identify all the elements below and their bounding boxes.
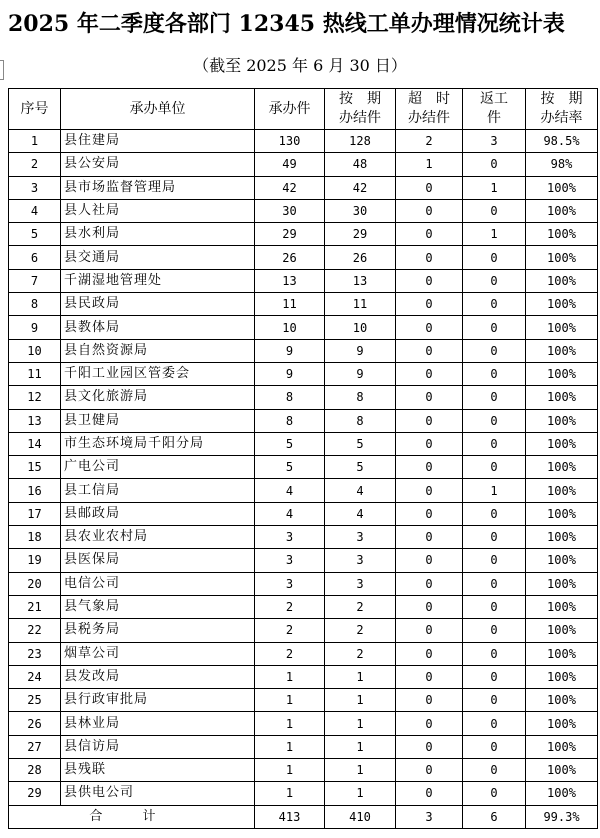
cell-seq: 17 (9, 502, 61, 525)
cell-seq: 14 (9, 432, 61, 455)
table-row (9, 572, 598, 595)
cell-ontime: 2 (325, 619, 396, 642)
cell-overdue: 0 (396, 339, 463, 362)
cell-seq: 22 (9, 619, 61, 642)
cell-returned: 3 (463, 130, 526, 153)
table-row (9, 223, 598, 246)
cell-returned: 0 (463, 153, 526, 176)
cell-returned: 0 (463, 409, 526, 432)
header-unit: 承办单位 (61, 89, 255, 130)
cell-returned: 0 (463, 549, 526, 572)
cell-returned: 0 (463, 246, 526, 269)
table-row (9, 759, 598, 782)
cell-seq: 5 (9, 223, 61, 246)
cell-returned: 0 (463, 316, 526, 339)
cell-received: 1 (255, 759, 325, 782)
cell-unit: 县税务局 (61, 619, 255, 642)
table-row (9, 595, 598, 618)
cell-overdue: 0 (396, 572, 463, 595)
cell-rate: 100% (526, 432, 598, 455)
cell-returned: 0 (463, 456, 526, 479)
total-rate: 99.3% (526, 805, 598, 828)
cell-rate: 100% (526, 665, 598, 688)
document-subtitle: （截至 2025 年 6 月 30 日） (193, 56, 407, 75)
cell-overdue: 2 (396, 130, 463, 153)
cell-unit: 县教体局 (61, 316, 255, 339)
cell-rate: 100% (526, 759, 598, 782)
cell-returned: 1 (463, 176, 526, 199)
cell-overdue: 0 (396, 293, 463, 316)
cell-unit: 县行政审批局 (61, 689, 255, 712)
cell-ontime: 1 (325, 665, 396, 688)
cell-seq: 10 (9, 339, 61, 362)
cell-unit: 县卫健局 (61, 409, 255, 432)
cell-received: 10 (255, 316, 325, 339)
cell-ontime: 3 (325, 572, 396, 595)
cell-rate: 100% (526, 595, 598, 618)
cell-rate: 100% (526, 223, 598, 246)
table-row (9, 409, 598, 432)
cell-returned: 0 (463, 759, 526, 782)
cell-rate: 98.5% (526, 130, 598, 153)
cell-ontime: 5 (325, 456, 396, 479)
cell-unit: 县交通局 (61, 246, 255, 269)
cell-ontime: 128 (325, 130, 396, 153)
total-received: 413 (255, 805, 325, 828)
cell-unit: 县残联 (61, 759, 255, 782)
table-row (9, 479, 598, 502)
cell-ontime: 4 (325, 502, 396, 525)
cell-overdue: 0 (396, 362, 463, 385)
cell-overdue: 0 (396, 735, 463, 758)
cell-received: 4 (255, 502, 325, 525)
cell-overdue: 0 (396, 176, 463, 199)
cell-rate: 100% (526, 502, 598, 525)
cell-overdue: 0 (396, 759, 463, 782)
cell-seq: 19 (9, 549, 61, 572)
cell-ontime: 3 (325, 526, 396, 549)
header-ontime-line1: 按 期 (339, 91, 381, 107)
cell-received: 8 (255, 386, 325, 409)
cell-unit: 烟草公司 (61, 642, 255, 665)
cell-unit: 广电公司 (61, 456, 255, 479)
cell-ontime: 30 (325, 199, 396, 222)
cell-rate: 98% (526, 153, 598, 176)
table-row (9, 432, 598, 455)
cell-seq: 27 (9, 735, 61, 758)
cell-received: 29 (255, 223, 325, 246)
cell-overdue: 0 (396, 549, 463, 572)
cell-received: 26 (255, 246, 325, 269)
cell-overdue: 0 (396, 665, 463, 688)
cell-overdue: 0 (396, 619, 463, 642)
table-row (9, 316, 598, 339)
cell-received: 1 (255, 665, 325, 688)
cell-seq: 23 (9, 642, 61, 665)
cell-overdue: 0 (396, 386, 463, 409)
table-row (9, 502, 598, 525)
cell-returned: 0 (463, 595, 526, 618)
header-ontime (325, 89, 396, 130)
table-row (9, 526, 598, 549)
cell-ontime: 10 (325, 316, 396, 339)
cell-ontime: 1 (325, 782, 396, 805)
cell-unit: 县公安局 (61, 153, 255, 176)
cell-seq: 6 (9, 246, 61, 269)
cell-unit: 电信公司 (61, 572, 255, 595)
cell-received: 8 (255, 409, 325, 432)
cell-seq: 25 (9, 689, 61, 712)
cell-ontime: 29 (325, 223, 396, 246)
cell-rate: 100% (526, 339, 598, 362)
cell-overdue: 0 (396, 456, 463, 479)
cell-overdue: 0 (396, 782, 463, 805)
table-row (9, 269, 598, 292)
cell-seq: 26 (9, 712, 61, 735)
cell-rate: 100% (526, 735, 598, 758)
cell-seq: 15 (9, 456, 61, 479)
table-row (9, 339, 598, 362)
cell-returned: 0 (463, 642, 526, 665)
cell-unit: 县医保局 (61, 549, 255, 572)
cell-rate: 100% (526, 479, 598, 502)
cell-received: 9 (255, 362, 325, 385)
table-row (9, 712, 598, 735)
header-overdue (396, 89, 463, 130)
cell-unit: 县气象局 (61, 595, 255, 618)
cell-unit: 县农业农村局 (61, 526, 255, 549)
cell-overdue: 0 (396, 712, 463, 735)
cell-rate: 100% (526, 316, 598, 339)
cell-returned: 0 (463, 689, 526, 712)
total-returned: 6 (463, 805, 526, 828)
cell-overdue: 0 (396, 199, 463, 222)
cell-returned: 0 (463, 665, 526, 688)
table-row (9, 246, 598, 269)
cell-returned: 0 (463, 782, 526, 805)
cell-received: 130 (255, 130, 325, 153)
header-received: 承办件 (255, 89, 325, 130)
cell-unit: 县工信局 (61, 479, 255, 502)
cell-unit: 县林业局 (61, 712, 255, 735)
cell-seq: 8 (9, 293, 61, 316)
cell-received: 1 (255, 689, 325, 712)
cell-seq: 21 (9, 595, 61, 618)
cell-seq: 20 (9, 572, 61, 595)
cell-received: 42 (255, 176, 325, 199)
statistics-table (8, 88, 598, 829)
cell-received: 13 (255, 269, 325, 292)
cell-ontime: 5 (325, 432, 396, 455)
table-row (9, 619, 598, 642)
header-returned (463, 89, 526, 130)
cell-returned: 0 (463, 619, 526, 642)
cell-unit: 县民政局 (61, 293, 255, 316)
cell-received: 5 (255, 432, 325, 455)
cell-rate: 100% (526, 386, 598, 409)
cell-ontime: 42 (325, 176, 396, 199)
header-rate (526, 89, 598, 130)
table-body (9, 130, 598, 806)
cell-ontime: 8 (325, 409, 396, 432)
cell-received: 2 (255, 595, 325, 618)
cell-unit: 千阳工业园区管委会 (61, 362, 255, 385)
cell-ontime: 1 (325, 712, 396, 735)
cell-overdue: 0 (396, 526, 463, 549)
cell-seq: 11 (9, 362, 61, 385)
cell-seq: 1 (9, 130, 61, 153)
cell-received: 5 (255, 456, 325, 479)
cell-returned: 0 (463, 735, 526, 758)
cell-seq: 3 (9, 176, 61, 199)
table-row (9, 782, 598, 805)
table-row (9, 386, 598, 409)
table-row (9, 130, 598, 153)
cell-ontime: 1 (325, 759, 396, 782)
cell-seq: 16 (9, 479, 61, 502)
cell-ontime: 2 (325, 595, 396, 618)
cell-rate: 100% (526, 782, 598, 805)
table-row (9, 549, 598, 572)
cell-rate: 100% (526, 619, 598, 642)
cell-ontime: 9 (325, 362, 396, 385)
cell-ontime: 3 (325, 549, 396, 572)
header-ontime-line2: 办结件 (339, 110, 381, 126)
cell-unit: 县市场监督管理局 (61, 176, 255, 199)
cell-received: 1 (255, 712, 325, 735)
cell-unit: 千湖湿地管理处 (61, 269, 255, 292)
cell-unit: 县人社局 (61, 199, 255, 222)
cell-rate: 100% (526, 199, 598, 222)
cell-rate: 100% (526, 642, 598, 665)
cell-overdue: 0 (396, 432, 463, 455)
cell-returned: 0 (463, 526, 526, 549)
cell-unit: 县发改局 (61, 665, 255, 688)
cell-received: 49 (255, 153, 325, 176)
cell-overdue: 1 (396, 153, 463, 176)
cell-received: 11 (255, 293, 325, 316)
cell-seq: 13 (9, 409, 61, 432)
cell-returned: 1 (463, 479, 526, 502)
cell-received: 30 (255, 199, 325, 222)
cell-seq: 7 (9, 269, 61, 292)
cell-rate: 100% (526, 456, 598, 479)
total-label-text: 合 计 (89, 808, 174, 824)
cell-overdue: 0 (396, 269, 463, 292)
cell-unit: 县供电公司 (61, 782, 255, 805)
total-overdue: 3 (396, 805, 463, 828)
header-returned-line2: 件 (487, 110, 501, 126)
cell-returned: 0 (463, 502, 526, 525)
cell-received: 3 (255, 526, 325, 549)
table-row (9, 293, 598, 316)
cell-returned: 0 (463, 293, 526, 316)
cell-overdue: 0 (396, 502, 463, 525)
cell-unit: 县邮政局 (61, 502, 255, 525)
cell-overdue: 0 (396, 642, 463, 665)
cell-rate: 100% (526, 549, 598, 572)
cell-ontime: 4 (325, 479, 396, 502)
cell-received: 2 (255, 619, 325, 642)
cell-returned: 0 (463, 712, 526, 735)
cell-overdue: 0 (396, 223, 463, 246)
cell-seq: 28 (9, 759, 61, 782)
cell-ontime: 11 (325, 293, 396, 316)
cell-seq: 24 (9, 665, 61, 688)
table-row (9, 642, 598, 665)
header-seq: 序号 (9, 89, 61, 130)
cell-returned: 0 (463, 269, 526, 292)
cell-returned: 0 (463, 339, 526, 362)
cell-unit: 县水利局 (61, 223, 255, 246)
cell-unit: 市生态环境局千阳分局 (61, 432, 255, 455)
document-title: 2025 年二季度各部门 12345 热线工单办理情况统计表 (8, 11, 565, 37)
cell-ontime: 26 (325, 246, 396, 269)
cell-received: 3 (255, 549, 325, 572)
table-header-row (9, 89, 598, 130)
cell-overdue: 0 (396, 689, 463, 712)
table-row (9, 362, 598, 385)
cell-ontime: 13 (325, 269, 396, 292)
cell-rate: 100% (526, 246, 598, 269)
header-overdue-line2: 办结件 (408, 110, 450, 126)
cell-rate: 100% (526, 689, 598, 712)
table-row (9, 176, 598, 199)
cell-seq: 12 (9, 386, 61, 409)
cell-unit: 县自然资源局 (61, 339, 255, 362)
header-overdue-line1: 超 时 (408, 91, 450, 107)
table-row (9, 456, 598, 479)
cell-seq: 2 (9, 153, 61, 176)
cell-rate: 100% (526, 176, 598, 199)
table-row (9, 735, 598, 758)
cell-rate: 100% (526, 526, 598, 549)
cell-unit: 县文化旅游局 (61, 386, 255, 409)
cell-rate: 100% (526, 572, 598, 595)
cell-received: 2 (255, 642, 325, 665)
cell-overdue: 0 (396, 316, 463, 339)
total-ontime: 410 (325, 805, 396, 828)
cell-received: 3 (255, 572, 325, 595)
cell-received: 9 (255, 339, 325, 362)
table-row (9, 199, 598, 222)
cell-ontime: 8 (325, 386, 396, 409)
cell-seq: 4 (9, 199, 61, 222)
cell-received: 1 (255, 735, 325, 758)
header-returned-line1: 返工 (480, 91, 508, 107)
cell-ontime: 48 (325, 153, 396, 176)
cell-seq: 29 (9, 782, 61, 805)
table-row (9, 665, 598, 688)
total-label (9, 805, 255, 828)
cell-overdue: 0 (396, 479, 463, 502)
cell-unit: 县住建局 (61, 130, 255, 153)
cell-rate: 100% (526, 269, 598, 292)
cell-returned: 0 (463, 432, 526, 455)
cell-ontime: 1 (325, 735, 396, 758)
header-rate-line2: 办结率 (540, 110, 583, 126)
cell-unit: 县信访局 (61, 735, 255, 758)
cell-returned: 0 (463, 362, 526, 385)
cell-ontime: 9 (325, 339, 396, 362)
cell-received: 1 (255, 782, 325, 805)
cell-rate: 100% (526, 409, 598, 432)
table-row (9, 689, 598, 712)
header-rate-line1: 按 期 (540, 91, 583, 107)
cell-returned: 1 (463, 223, 526, 246)
table-row (9, 153, 598, 176)
cell-overdue: 0 (396, 246, 463, 269)
cell-ontime: 1 (325, 689, 396, 712)
cell-overdue: 0 (396, 409, 463, 432)
cell-rate: 100% (526, 293, 598, 316)
cell-returned: 0 (463, 386, 526, 409)
cell-rate: 100% (526, 362, 598, 385)
cell-ontime: 2 (325, 642, 396, 665)
cell-seq: 18 (9, 526, 61, 549)
cell-overdue: 0 (396, 595, 463, 618)
cell-returned: 0 (463, 199, 526, 222)
cell-rate: 100% (526, 712, 598, 735)
cell-returned: 0 (463, 572, 526, 595)
cell-received: 4 (255, 479, 325, 502)
total-row (9, 805, 598, 828)
cell-seq: 9 (9, 316, 61, 339)
